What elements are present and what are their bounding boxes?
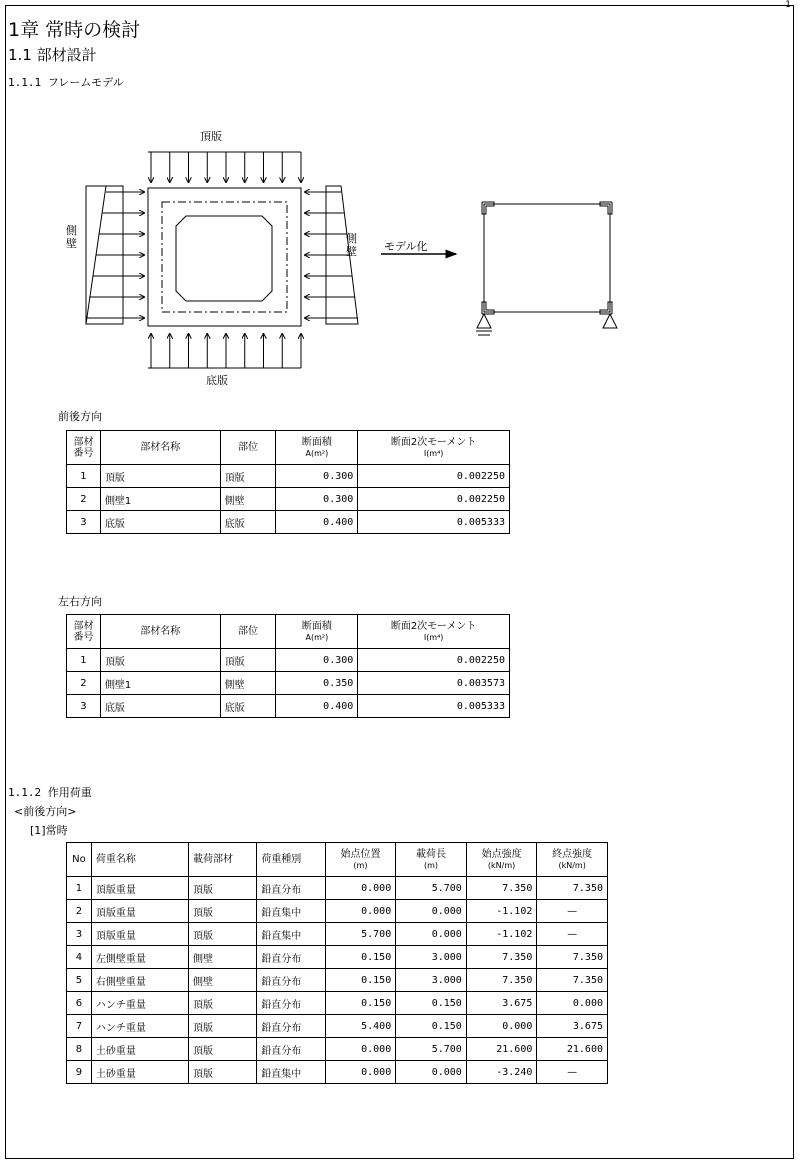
cell-end_int: 7.350 — [537, 877, 608, 900]
cell-no: 7 — [67, 1015, 92, 1038]
table-row — [67, 969, 608, 992]
cell-inertia: 0.002250 — [358, 649, 510, 672]
cell-area: 0.300 — [276, 649, 358, 672]
cell-end_int: 3.675 — [537, 1015, 608, 1038]
cell-name: 側壁1 — [100, 672, 220, 695]
cell-area: 0.350 — [276, 672, 358, 695]
cell-name: 頂版 — [100, 649, 220, 672]
cell-no: 2 — [67, 488, 101, 511]
cell-no: 1 — [67, 465, 101, 488]
cell-member: 頂版 — [188, 877, 256, 900]
table-row — [67, 1061, 608, 1084]
cell-member: 側壁 — [188, 946, 256, 969]
cell-member: 頂版 — [188, 1061, 256, 1084]
cell-start_pos: 0.000 — [325, 877, 396, 900]
cell-type: 鉛直分布 — [257, 969, 325, 992]
cell-no: 1 — [67, 877, 92, 900]
cell-length: 0.150 — [396, 992, 467, 1015]
cell-type: 鉛直分布 — [257, 1015, 325, 1038]
cell-name: 土砂重量 — [91, 1038, 188, 1061]
col-load-name: 荷重名称 — [91, 843, 188, 877]
frame-model-diagram — [6, 6, 795, 396]
cell-no: 8 — [67, 1038, 92, 1061]
col-part: 部位 — [220, 431, 276, 465]
col-load-member: 載荷部材 — [188, 843, 256, 877]
cell-inertia: 0.005333 — [358, 511, 510, 534]
cell-member: 頂版 — [188, 992, 256, 1015]
table-row — [67, 649, 510, 672]
diagram-bottom-label: 底版 — [206, 374, 228, 387]
cell-end_int: 7.350 — [537, 946, 608, 969]
table-row — [67, 900, 608, 923]
table-row — [67, 1038, 608, 1061]
table-row — [67, 488, 510, 511]
cell-start_pos: 0.000 — [325, 900, 396, 923]
cell-inertia: 0.003573 — [358, 672, 510, 695]
cell-start_int: 21.600 — [466, 1038, 537, 1061]
cell-type: 鉛直分布 — [257, 877, 325, 900]
cell-area: 0.300 — [276, 465, 358, 488]
cell-area: 0.400 — [276, 695, 358, 718]
cell-end_int: — — [537, 1061, 608, 1084]
cell-name: 底版 — [100, 695, 220, 718]
page-number: 1 — [785, 0, 791, 10]
cell-part: 頂版 — [220, 649, 276, 672]
cell-name: ハンチ重量 — [91, 992, 188, 1015]
cell-no: 1 — [67, 649, 101, 672]
cell-length: 5.700 — [396, 877, 467, 900]
cell-start_int: 7.350 — [466, 969, 537, 992]
document-page — [5, 0, 794, 1159]
table-row — [67, 877, 608, 900]
cell-end_int: 7.350 — [537, 969, 608, 992]
col-area: 断面積 A(m²) — [276, 431, 358, 465]
cell-no: 3 — [67, 695, 101, 718]
table-row — [67, 1015, 608, 1038]
col-part: 部位 — [220, 615, 276, 649]
col-load-type: 荷重種別 — [257, 843, 325, 877]
cell-area: 0.400 — [276, 511, 358, 534]
cell-name: 左側壁重量 — [91, 946, 188, 969]
cell-area: 0.300 — [276, 488, 358, 511]
cell-no: 3 — [67, 923, 92, 946]
load-direction: <前後方向> — [14, 805, 77, 818]
cell-type: 鉛直集中 — [257, 923, 325, 946]
col-area: 断面積 A(m²) — [276, 615, 358, 649]
table-row — [67, 946, 608, 969]
table-row — [67, 511, 510, 534]
cell-start_int: -1.102 — [466, 900, 537, 923]
load-case: [1]常時 — [30, 824, 68, 837]
col-inertia: 断面2次モーメント I(m⁴) — [358, 615, 510, 649]
cell-length: 0.000 — [396, 1061, 467, 1084]
table-row — [67, 465, 510, 488]
cell-name: 頂版 — [100, 465, 220, 488]
cell-name: 頂版重量 — [91, 877, 188, 900]
cell-length: 0.000 — [396, 923, 467, 946]
col-no: 部材番号 — [67, 431, 101, 465]
cell-length: 3.000 — [396, 946, 467, 969]
col-load-no: No — [67, 843, 92, 877]
diagram-arrow-label: モデル化 — [384, 240, 428, 253]
cell-name: 頂版重量 — [91, 900, 188, 923]
table-row — [67, 695, 510, 718]
cell-length: 0.150 — [396, 1015, 467, 1038]
cell-part: 側壁 — [220, 488, 276, 511]
subsection-frame-title: 1.1.1 フレームモデル — [8, 76, 124, 89]
cell-start_pos: 0.150 — [325, 992, 396, 1015]
cell-name: 土砂重量 — [91, 1061, 188, 1084]
cell-start_pos: 5.400 — [325, 1015, 396, 1038]
cell-start_pos: 0.150 — [325, 946, 396, 969]
col-name: 部材名称 — [100, 615, 220, 649]
cell-member: 頂版 — [188, 1015, 256, 1038]
cell-type: 鉛直分布 — [257, 992, 325, 1015]
cell-length: 5.700 — [396, 1038, 467, 1061]
cell-start_int: 7.350 — [466, 877, 537, 900]
cell-start_int: 0.000 — [466, 1015, 537, 1038]
col-inertia: 断面2次モーメント I(m⁴) — [358, 431, 510, 465]
load-table — [66, 842, 608, 1084]
table-row — [67, 992, 608, 1015]
cell-end_int: 21.600 — [537, 1038, 608, 1061]
cell-part: 底版 — [220, 695, 276, 718]
cell-inertia: 0.005333 — [358, 695, 510, 718]
cell-inertia: 0.002250 — [358, 488, 510, 511]
cell-member: 側壁 — [188, 969, 256, 992]
lr-member-table — [66, 614, 510, 718]
cell-no: 3 — [67, 511, 101, 534]
cell-name: 底版 — [100, 511, 220, 534]
table-row — [67, 923, 608, 946]
table-row — [67, 672, 510, 695]
cell-end_int: 0.000 — [537, 992, 608, 1015]
lr-table-title: 左右方向 — [58, 595, 102, 608]
diagram-left-label: 側壁 — [66, 224, 77, 250]
cell-part: 底版 — [220, 511, 276, 534]
subsection-load-title: 1.1.2 作用荷重 — [8, 786, 92, 799]
diagram-top-label: 頂版 — [200, 130, 222, 143]
col-length: 載荷長 (m) — [396, 843, 467, 877]
cell-start_int: 3.675 — [466, 992, 537, 1015]
cell-end_int: — — [537, 900, 608, 923]
fb-member-table — [66, 430, 510, 534]
cell-no: 6 — [67, 992, 92, 1015]
chapter-title: 1章 常時の検討 — [8, 19, 141, 41]
cell-member: 頂版 — [188, 900, 256, 923]
diagram-right-label: 側壁 — [346, 232, 357, 258]
cell-name: 側壁1 — [100, 488, 220, 511]
cell-start_pos: 0.000 — [325, 1061, 396, 1084]
cell-start_int: 7.350 — [466, 946, 537, 969]
cell-end_int: — — [537, 923, 608, 946]
fb-table-title: 前後方向 — [58, 410, 102, 423]
cell-start_pos: 0.150 — [325, 969, 396, 992]
cell-start_pos: 0.000 — [325, 1038, 396, 1061]
cell-member: 頂版 — [188, 923, 256, 946]
cell-no: 2 — [67, 672, 101, 695]
cell-name: ハンチ重量 — [91, 1015, 188, 1038]
cell-start_pos: 5.700 — [325, 923, 396, 946]
cell-member: 頂版 — [188, 1038, 256, 1061]
cell-type: 鉛直分布 — [257, 946, 325, 969]
cell-type: 鉛直分布 — [257, 1038, 325, 1061]
cell-no: 9 — [67, 1061, 92, 1084]
col-no: 部材番号 — [67, 615, 101, 649]
cell-no: 5 — [67, 969, 92, 992]
cell-name: 右側壁重量 — [91, 969, 188, 992]
cell-no: 4 — [67, 946, 92, 969]
cell-inertia: 0.002250 — [358, 465, 510, 488]
cell-type: 鉛直集中 — [257, 1061, 325, 1084]
cell-type: 鉛直集中 — [257, 900, 325, 923]
col-end-int: 終点強度 (kN/m) — [537, 843, 608, 877]
col-start-int: 始点強度 (kN/m) — [466, 843, 537, 877]
cell-part: 頂版 — [220, 465, 276, 488]
col-start-pos: 始点位置 (m) — [325, 843, 396, 877]
cell-length: 0.000 — [396, 900, 467, 923]
col-name: 部材名称 — [100, 431, 220, 465]
cell-name: 頂版重量 — [91, 923, 188, 946]
cell-length: 3.000 — [396, 969, 467, 992]
cell-no: 2 — [67, 900, 92, 923]
cell-start_int: -3.240 — [466, 1061, 537, 1084]
cell-start_int: -1.102 — [466, 923, 537, 946]
section-title: 1.1 部材設計 — [8, 46, 97, 64]
cell-part: 側壁 — [220, 672, 276, 695]
